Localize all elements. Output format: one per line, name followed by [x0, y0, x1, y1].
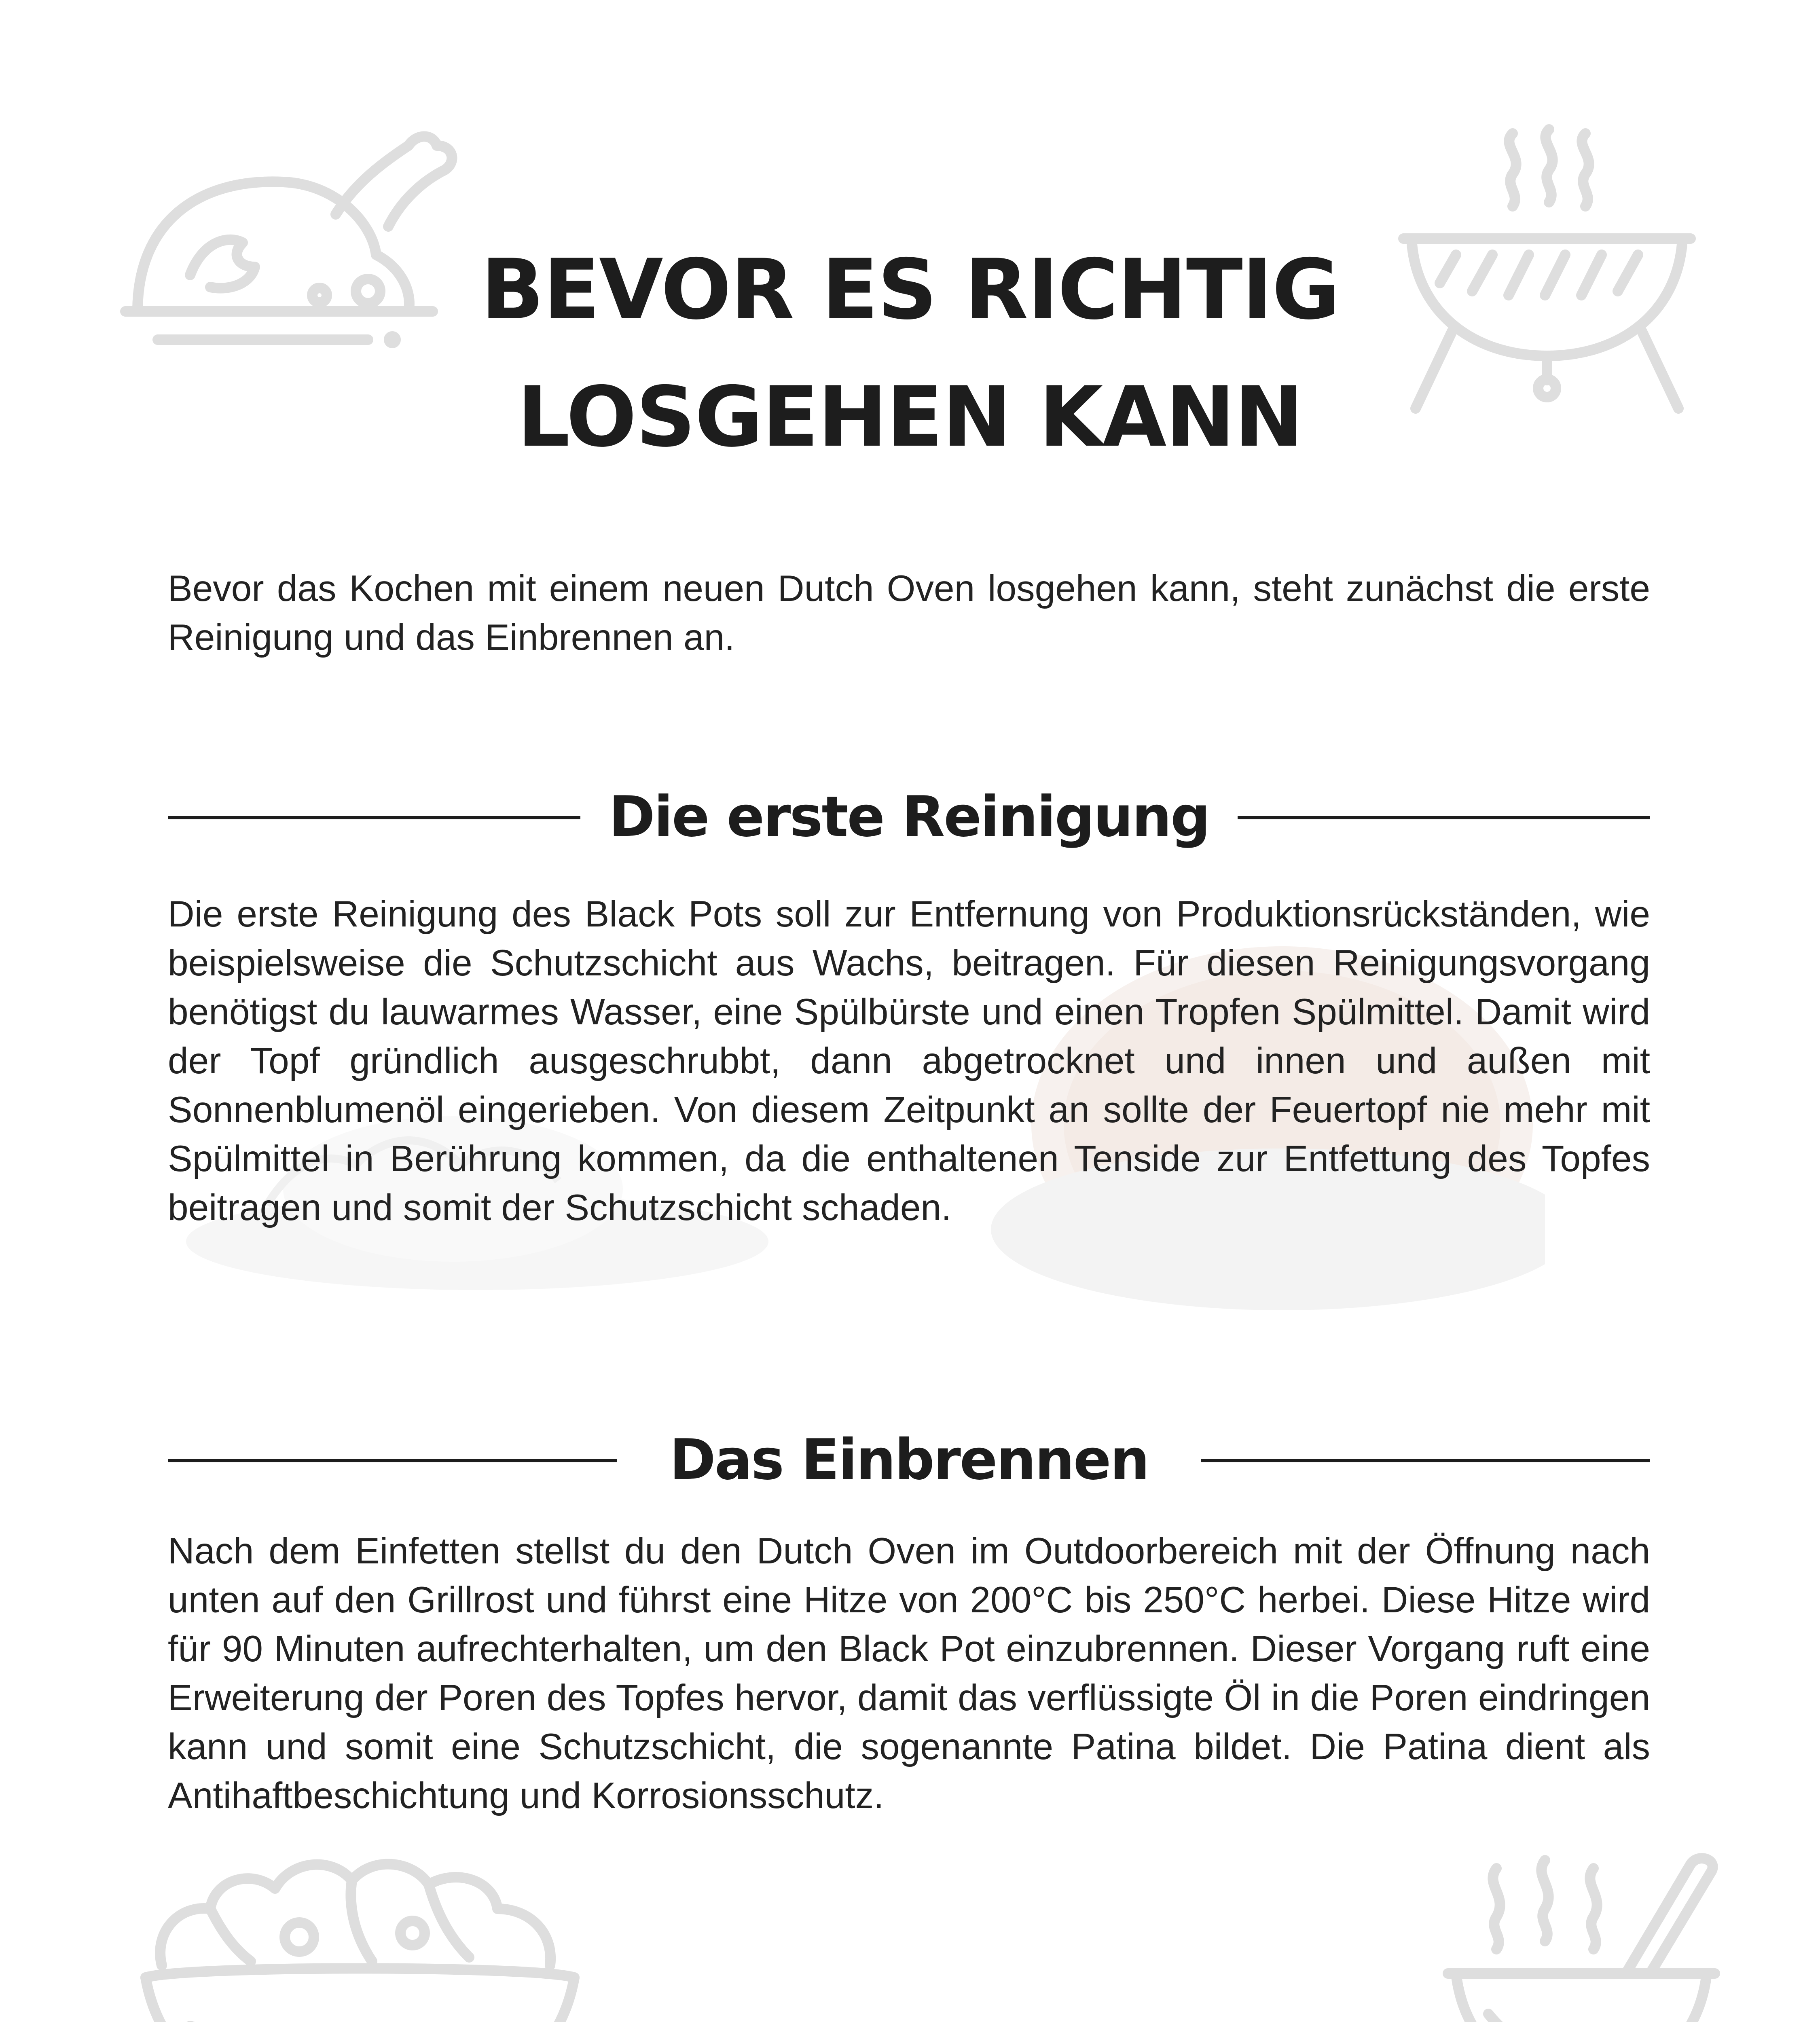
section-paragraph-reinigung: Die erste Reinigung des Black Pots soll zur Entfernung von Produktionsrückständen, wie beispielsweise die Schutzschicht aus Wachs, beitragen. Für diesen Reinigungsvorgang benötigst du lauwarmes Wasser, eine Spülbürste und einen Tropfen Spülmittel. Damit wird der Topf gründlich ausgeschrubbt, dann abgetrocknet und innen und außen mit Sonnenblumenöl eingerieben. Von diesem Zeitpunkt an sollte der Feuertopf nie mehr mit Spülmittel in Berührung kommen, da die enthaltenen Tenside zur Entfettung des Topfes beitragen und somit der Schutzschicht schaden.	[168, 894, 1650, 1228]
salad-bowl-icon	[129, 1844, 595, 2022]
page-title-line1: BEVOR ES RICHTIG	[480, 242, 1340, 338]
section-title: Das Einbrennen	[669, 1427, 1149, 1492]
section-title: Die erste Reinigung	[609, 784, 1209, 849]
soup-bowl-icon	[1440, 1852, 1723, 2022]
page-title-line2: LOSGEHEN KANN	[517, 369, 1303, 465]
section-heading-einbrennen	[168, 1428, 1650, 1492]
intro-paragraph: Bevor das Kochen mit einem neuen Dutch Oven losgehen kann, steht zunächst die erste Reinigung und das Einbrennen an.	[168, 568, 1650, 658]
divider-right	[1201, 1459, 1650, 1462]
section-paragraph-einbrennen: Nach dem Einfetten stellst du den Dutch Oven im Outdoorbereich mit der Öffnung nach unten auf den Grillrost und führst eine Hitze von 200°C bis 250°C herbei. Diese Hitze wird für 90 Minuten aufrechterhalten, um den Black Pot einzubrennen. Dieser Vorgang ruft eine Erweiterung der Poren des Topfes hervor, damit das verflüssigte Öl in die Poren eindringen kann und somit eine Schutzschicht, die sogenannte Patina bildet. Die Patina dient als Antihaftbeschichtung und Korrosionsschutz.	[168, 1531, 1650, 1816]
section-heading-reinigung	[168, 785, 1650, 849]
divider-right	[1238, 816, 1650, 819]
